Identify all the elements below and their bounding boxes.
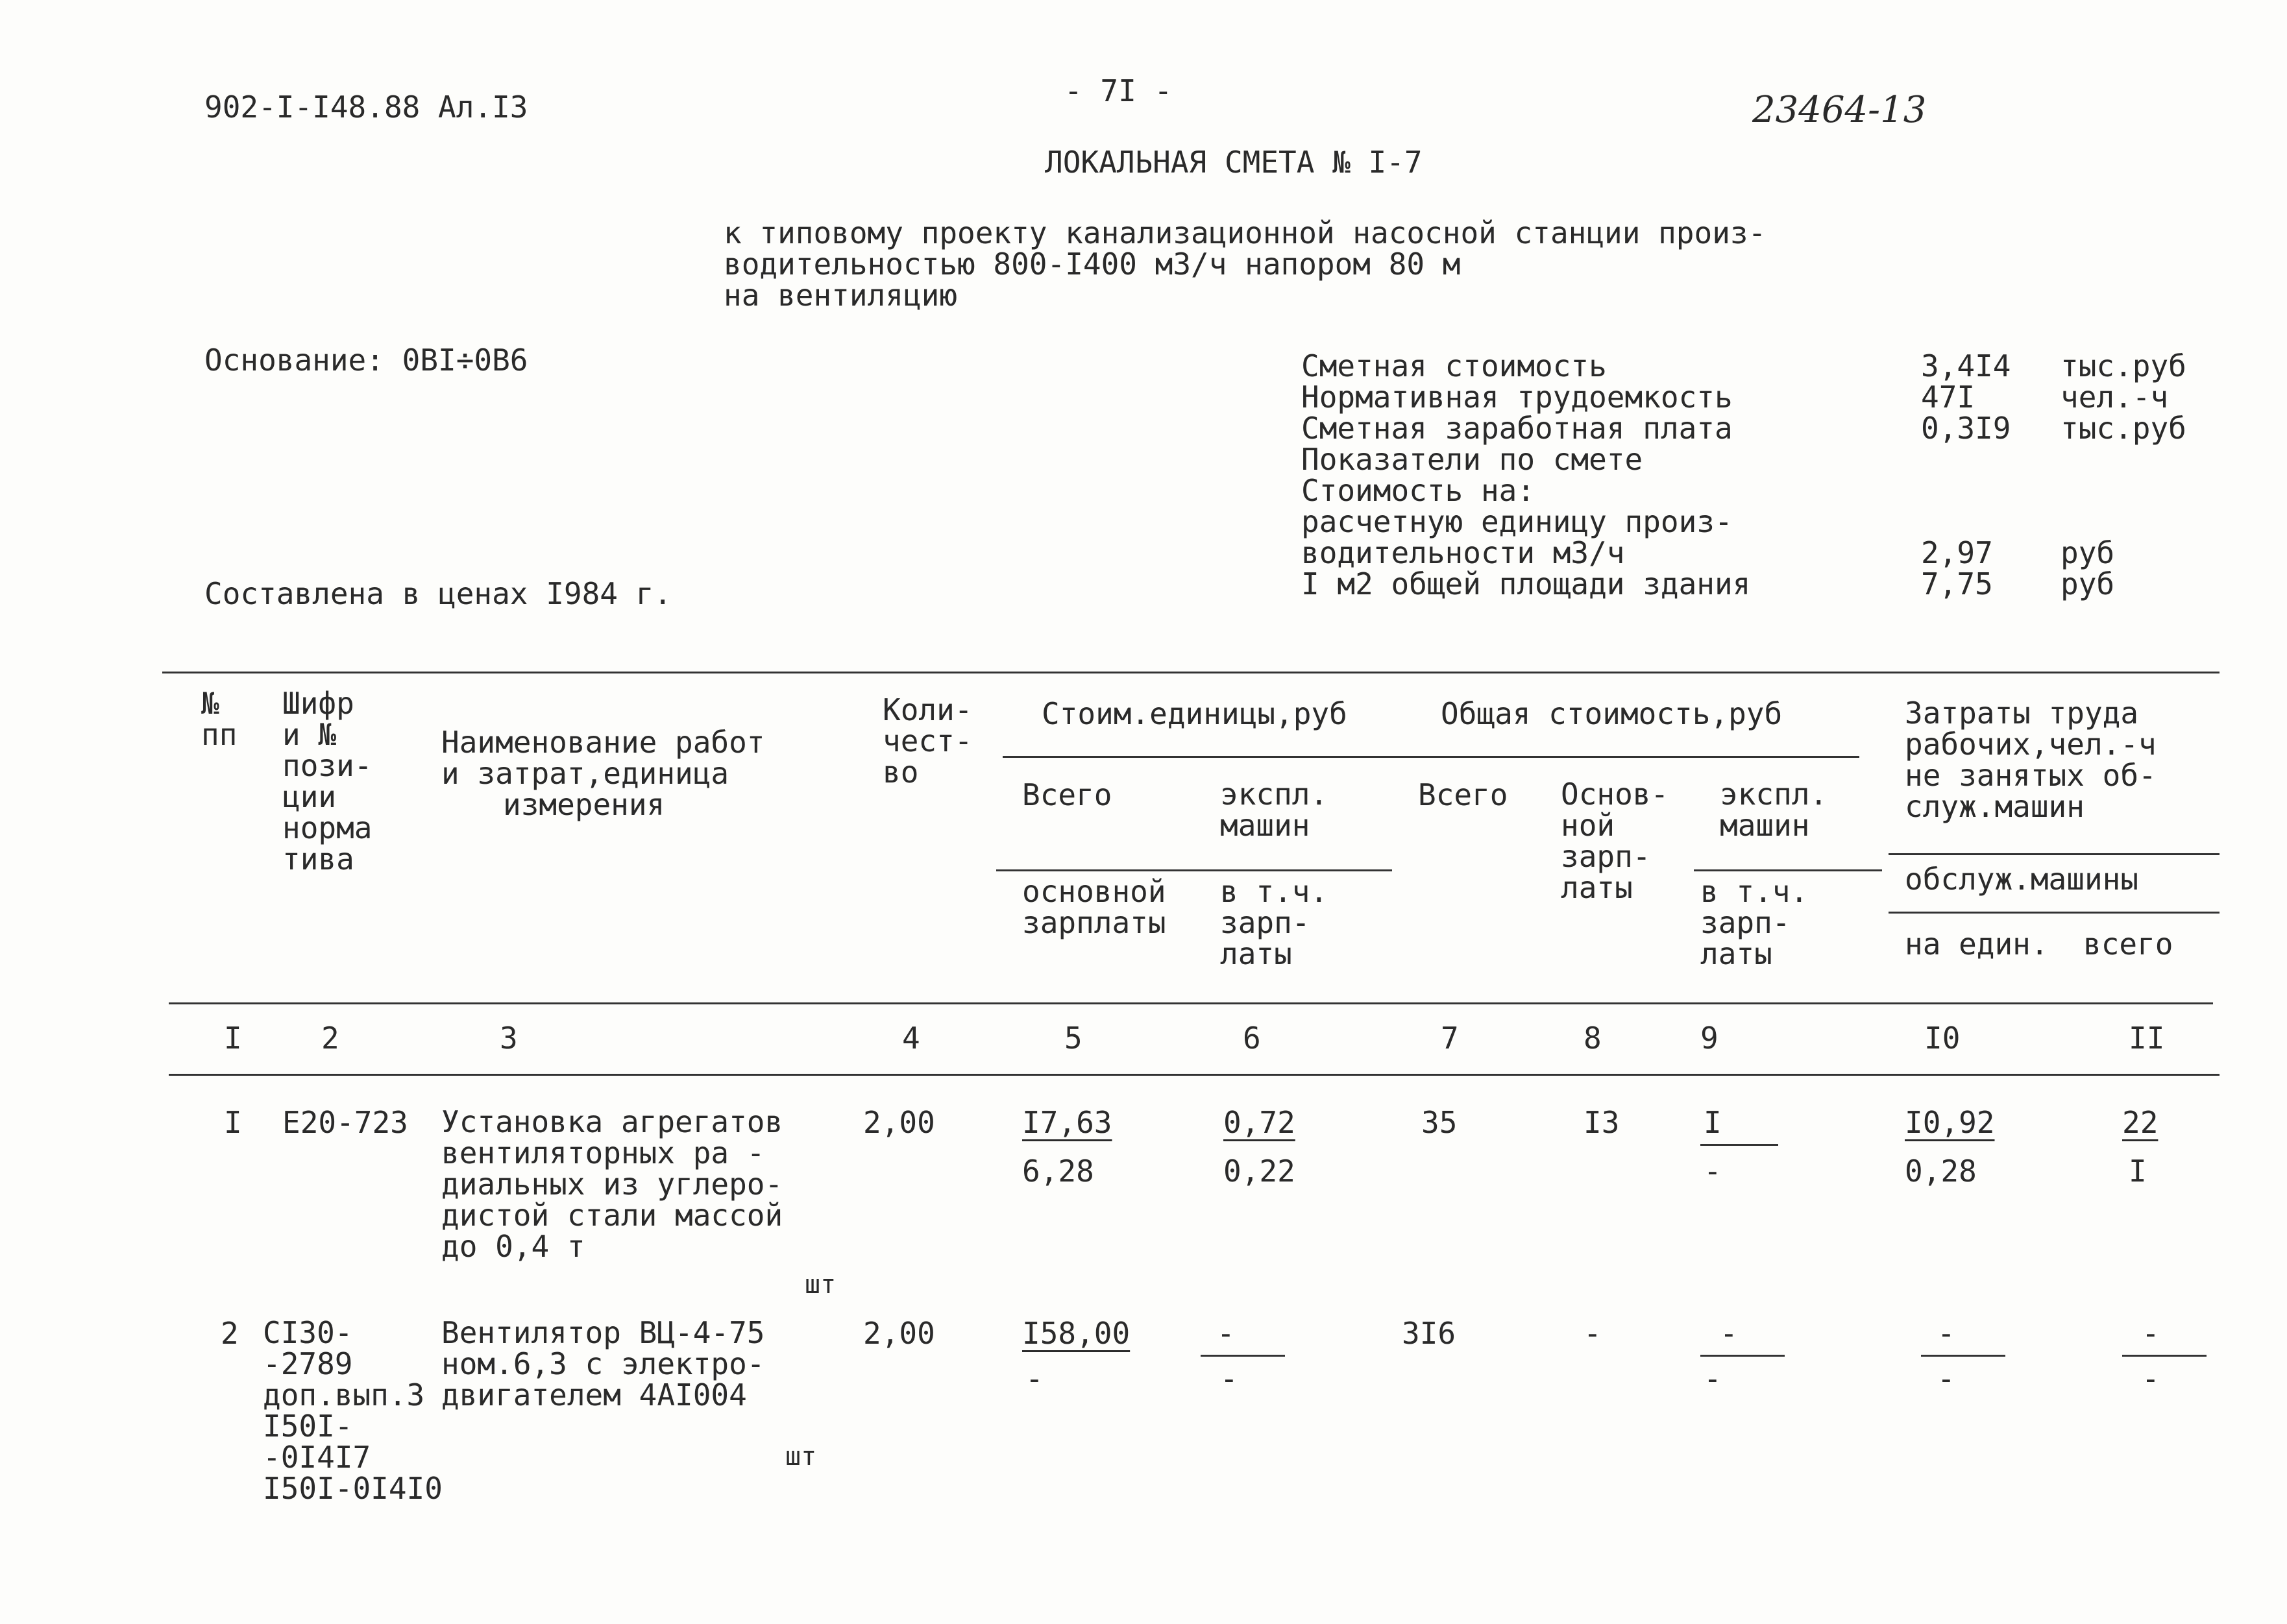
prices-note: Составлена в ценах I984 г. xyxy=(204,576,672,611)
document-code: 902-I-I48.88 Ал.I3 xyxy=(204,90,528,125)
column-numbers-rule xyxy=(169,1074,2220,1076)
row-labor-all-service: I xyxy=(2129,1154,2147,1189)
header-total-incl-wage: в т.ч. зарп- латы xyxy=(1700,874,1809,971)
row-qty: 2,00 xyxy=(863,1105,935,1140)
column-number: 9 xyxy=(1700,1021,1718,1056)
row-total: 35 xyxy=(1421,1105,1458,1140)
header-unit-cost: Стоим.единицы,руб xyxy=(1042,696,1347,731)
column-number: 8 xyxy=(1584,1021,1602,1056)
row-name: Вентилятор ВЦ-4-75 ном.6,3 с электро- двигателем 4AI004 xyxy=(441,1315,765,1412)
row-unit-incl-wage: 0,22 xyxy=(1223,1154,1295,1189)
summary-units xyxy=(2061,350,2186,600)
header-total-total: Всего xyxy=(1418,777,1508,812)
row-total-machines: I xyxy=(1704,1105,1722,1140)
header-unit-incl-wage: в т.ч. зарп- латы xyxy=(1220,874,1328,971)
row-labor-all: 22 xyxy=(2122,1105,2159,1140)
column-number: 7 xyxy=(1441,1021,1459,1056)
row-labor-all-service: - xyxy=(2142,1361,2160,1396)
row-unit-machines: - xyxy=(1217,1316,1235,1351)
row-unit-base-wage: 6,28 xyxy=(1022,1154,1094,1189)
header-col-code: Шифр и № пози- ции норма тива xyxy=(282,686,373,877)
header-total-base-wage: Основ- ной зарп- латы xyxy=(1561,777,1669,905)
row-total-incl-wage: - xyxy=(1704,1154,1722,1189)
column-number: II xyxy=(2129,1021,2165,1056)
summary-value xyxy=(1921,506,2011,537)
header-labor: Затраты труда рабочих,чел.-ч не занятых об- служ.машин xyxy=(1905,696,2157,824)
summary-unit: тыс.руб xyxy=(2061,411,2186,446)
header-col-no: № пп xyxy=(201,686,238,752)
underline xyxy=(1700,1355,1785,1357)
column-number: I xyxy=(224,1021,242,1056)
header-labor-per-unit: на един. xyxy=(1905,927,2049,962)
subtitle-line: к типовому проекту канализационной насосной станции произ- xyxy=(724,215,1767,250)
summary-label: Стоимость на: xyxy=(1301,473,1535,508)
column-number: 3 xyxy=(500,1021,518,1056)
row-labor-unit: I0,92 xyxy=(1905,1105,1995,1140)
header-labor-service: обслуж.машины xyxy=(1905,862,2139,897)
row-unit-total: I7,63 xyxy=(1022,1105,1112,1140)
summary-label: водительности м3/ч xyxy=(1301,535,1625,570)
row-total-incl-wage: - xyxy=(1704,1361,1722,1396)
row-name: Установка агрегатов вентиляторных ра - диальных из углеро- дистой стали массой до 0,4 т xyxy=(441,1104,783,1264)
row-total-base-wage: - xyxy=(1584,1316,1602,1351)
header-col-name: Наименование работ и затрат,единица измерения xyxy=(441,725,765,822)
row-total-machines: - xyxy=(1720,1316,1738,1351)
row-unit-total: I58,00 xyxy=(1022,1316,1131,1351)
header-subrule xyxy=(1889,912,2220,914)
summary-value xyxy=(1921,475,2011,506)
subtitle-line: на вентиляцию xyxy=(724,278,958,313)
row-unit-incl-wage: - xyxy=(1220,1361,1238,1396)
summary-label: Сметная заработная плата xyxy=(1301,411,1733,446)
column-number: 6 xyxy=(1243,1021,1261,1056)
summary-unit: тыс.руб xyxy=(2061,348,2186,383)
summary-unit: чел.-ч xyxy=(2061,380,2169,415)
row-unit-machines: 0,72 xyxy=(1223,1105,1295,1140)
summary-unit: руб xyxy=(2061,566,2115,601)
summary-values xyxy=(1921,350,2011,600)
header-unit-base-wage: основной зарплаты xyxy=(1022,874,1166,940)
row-labor-all: - xyxy=(2142,1316,2160,1351)
row-code: CI30- -2789 доп.вып.3 I50I- -0I4I7 I50I-0I4I0 xyxy=(263,1315,443,1506)
summary-label: Показатели по смете xyxy=(1301,442,1643,477)
summary-value: 7,75 xyxy=(1921,566,1993,601)
summary-label: I м2 общей площади здания xyxy=(1301,566,1751,601)
archive-number: 23464-13 xyxy=(1752,89,1927,131)
header-subrule xyxy=(1003,756,1859,758)
page-number: - 7I - xyxy=(1064,73,1173,108)
summary-value: 2,97 xyxy=(1921,535,1993,570)
header-unit-total: Всего xyxy=(1022,777,1112,812)
summary-unit: руб xyxy=(2061,535,2115,570)
summary-unit xyxy=(2061,475,2186,506)
subtitle-line: водительностью 800-I400 м3/ч напором 80 м xyxy=(724,247,1461,282)
underline xyxy=(1201,1355,1285,1357)
header-total-cost: Общая стоимость,руб xyxy=(1441,696,1783,731)
row-code: E20-723 xyxy=(282,1105,408,1140)
underline xyxy=(1921,1355,2005,1357)
row-qty: 2,00 xyxy=(863,1316,935,1351)
summary-label: Нормативная трудоемкость xyxy=(1301,380,1733,415)
row-labor-unit-service: - xyxy=(1937,1361,1955,1396)
summary-label: Сметная стоимость xyxy=(1301,348,1607,383)
row-unit: шт xyxy=(805,1270,837,1300)
header-unit-machines: экспл. машин xyxy=(1220,777,1328,843)
row-unit-base-wage: - xyxy=(1025,1361,1044,1396)
header-col-qty: Коли- чест- во xyxy=(883,692,973,790)
header-total-machines: экспл. машин xyxy=(1720,777,1828,843)
column-number: 2 xyxy=(321,1021,339,1056)
row-labor-unit: - xyxy=(1937,1316,1955,1351)
row-number: 2 xyxy=(221,1316,239,1351)
row-total-base-wage: I3 xyxy=(1584,1105,1620,1140)
summary-label: расчетную единицу произ- xyxy=(1301,504,1733,539)
summary-labels xyxy=(1301,350,1750,600)
document-subtitle xyxy=(724,217,1766,311)
header-subrule xyxy=(996,869,1392,871)
summary-unit xyxy=(2061,506,2186,537)
summary-value xyxy=(1921,444,2011,475)
row-unit: шт xyxy=(785,1442,817,1472)
underline xyxy=(1700,1144,1778,1146)
column-number: 5 xyxy=(1064,1021,1082,1056)
column-number: I0 xyxy=(1924,1021,1961,1056)
row-number: I xyxy=(224,1105,242,1140)
summary-value: 47I xyxy=(1921,380,1975,415)
basis: Основание: 0BI÷0B6 xyxy=(204,343,528,378)
row-labor-unit-service: 0,28 xyxy=(1905,1154,1977,1189)
row-total: 3I6 xyxy=(1402,1316,1456,1351)
table-top-rule xyxy=(162,672,2220,673)
document-title: ЛОКАЛЬНАЯ СМЕТА № I-7 xyxy=(1045,145,1423,180)
column-number: 4 xyxy=(902,1021,920,1056)
summary-value: 0,3I9 xyxy=(1921,411,2011,446)
underline xyxy=(2122,1355,2207,1357)
summary-value: 3,4I4 xyxy=(1921,348,2011,383)
header-subrule xyxy=(1694,869,1882,871)
header-bottom-rule xyxy=(169,1002,2213,1004)
header-labor-all: всего xyxy=(2083,927,2173,962)
header-subrule xyxy=(1889,853,2220,855)
summary-unit xyxy=(2061,444,2186,475)
